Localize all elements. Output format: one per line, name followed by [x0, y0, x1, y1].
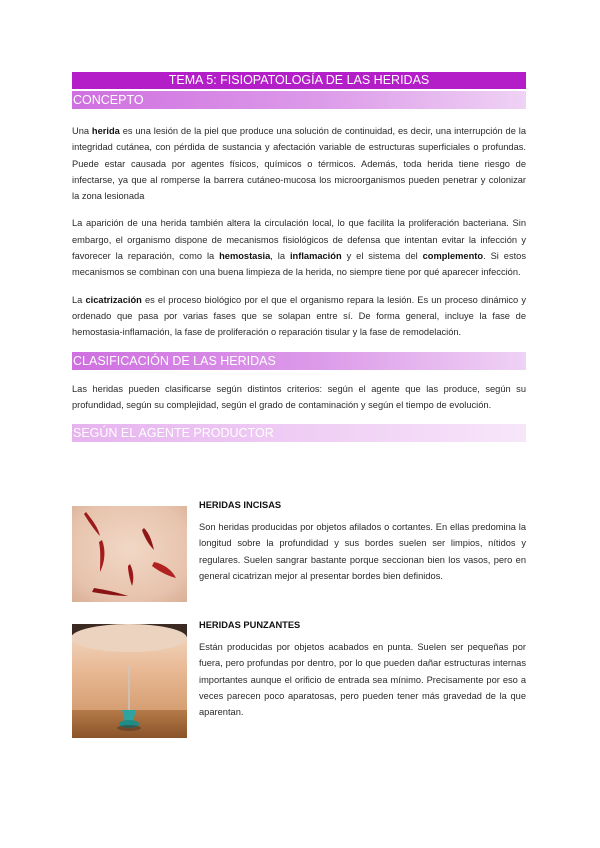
- section-heading-agente-productor: SEGÚN EL AGENTE PRODUCTOR: [72, 424, 526, 442]
- concepto-paragraph-2: La aparición de una herida también altera la circulación local, lo que facilita la proliferación bacteriana. Sin embargo, el organismo dispone de mecanismos fisiológicos de defensa que intentan evitar la infección y favorecer la reparación, como la hemostasia, la inflamación y el sistema del complemento. Si estos mecanismos se combinan con una buena limpieza de la herida, no siempre tiene por qué aparecer infección.: [72, 218, 526, 278]
- document-page: [72, 72, 526, 442]
- section-heading-concepto: CONCEPTO: [72, 91, 526, 109]
- section-heading-clasificacion: CLASIFICACIÓN DE LAS HERIDAS: [72, 352, 526, 370]
- incisas-text: Son heridas producidas por objetos afilados o cortantes. En ellas predomina la longitud sobre la profundidad y sus bordes suelen ser limpios, nítidos y regulares. Suelen sangrar bastante porque seccionan bien los vasos, pero en general cicatrizan mejor al presentar bordes bien definidos.: [199, 522, 526, 581]
- concepto-paragraph-1: Una herida es una lesión de la piel que produce una solución de continuidad, es decir, una interrupción de la integridad cutánea, con pérdida de sustancia y afectación variable de estructuras superficiales o profundas. Puede estar causada por agentes físicos, químicos o térmicos. Además, toda herida tiene riesgo de infectarse, ya que al romperse la barrera cutáneo-mucosa los microorganismos pueden penetrar y colonizar la zona lesionada: [72, 126, 526, 202]
- puncture-pushpin-image: [72, 624, 187, 738]
- punzantes-title: HERIDAS PUNZANTES: [199, 620, 301, 630]
- punzantes-text: Están producidas por objetos acabados en punta. Suelen ser pequeñas por fuera, pero profundas por dentro, por lo que pueden dañar estructuras internas importantes aunque el orificio de entrada sea mínimo. Precisamente por eso a veces parecen poco aparatosas, pero pueden tener más gravedad de la que aparentan.: [199, 642, 526, 718]
- incised-wounds-image: [72, 506, 187, 602]
- document-title: TEMA 5: FISIOPATOLOGÍA DE LAS HERIDAS: [72, 72, 526, 89]
- concepto-paragraph-3: La cicatrización es el proceso biológico por el que el organismo repara la lesión. Es un proceso dinámico y ordenado que pasa por varias fases que se solapan entre sí. De forma general, incluye la fase de hemostasia-inflamación, la fase de proliferación o reparación tisular y la fase de remodelación.: [72, 294, 526, 338]
- incisas-title: HERIDAS INCISAS: [199, 500, 282, 510]
- clasificacion-paragraph: Las heridas pueden clasificarse según distintos criterios: según el agente que las produce, según su profundidad, según su complejidad, según el grado de contaminación y según el tiempo de evolución.: [72, 383, 526, 410]
